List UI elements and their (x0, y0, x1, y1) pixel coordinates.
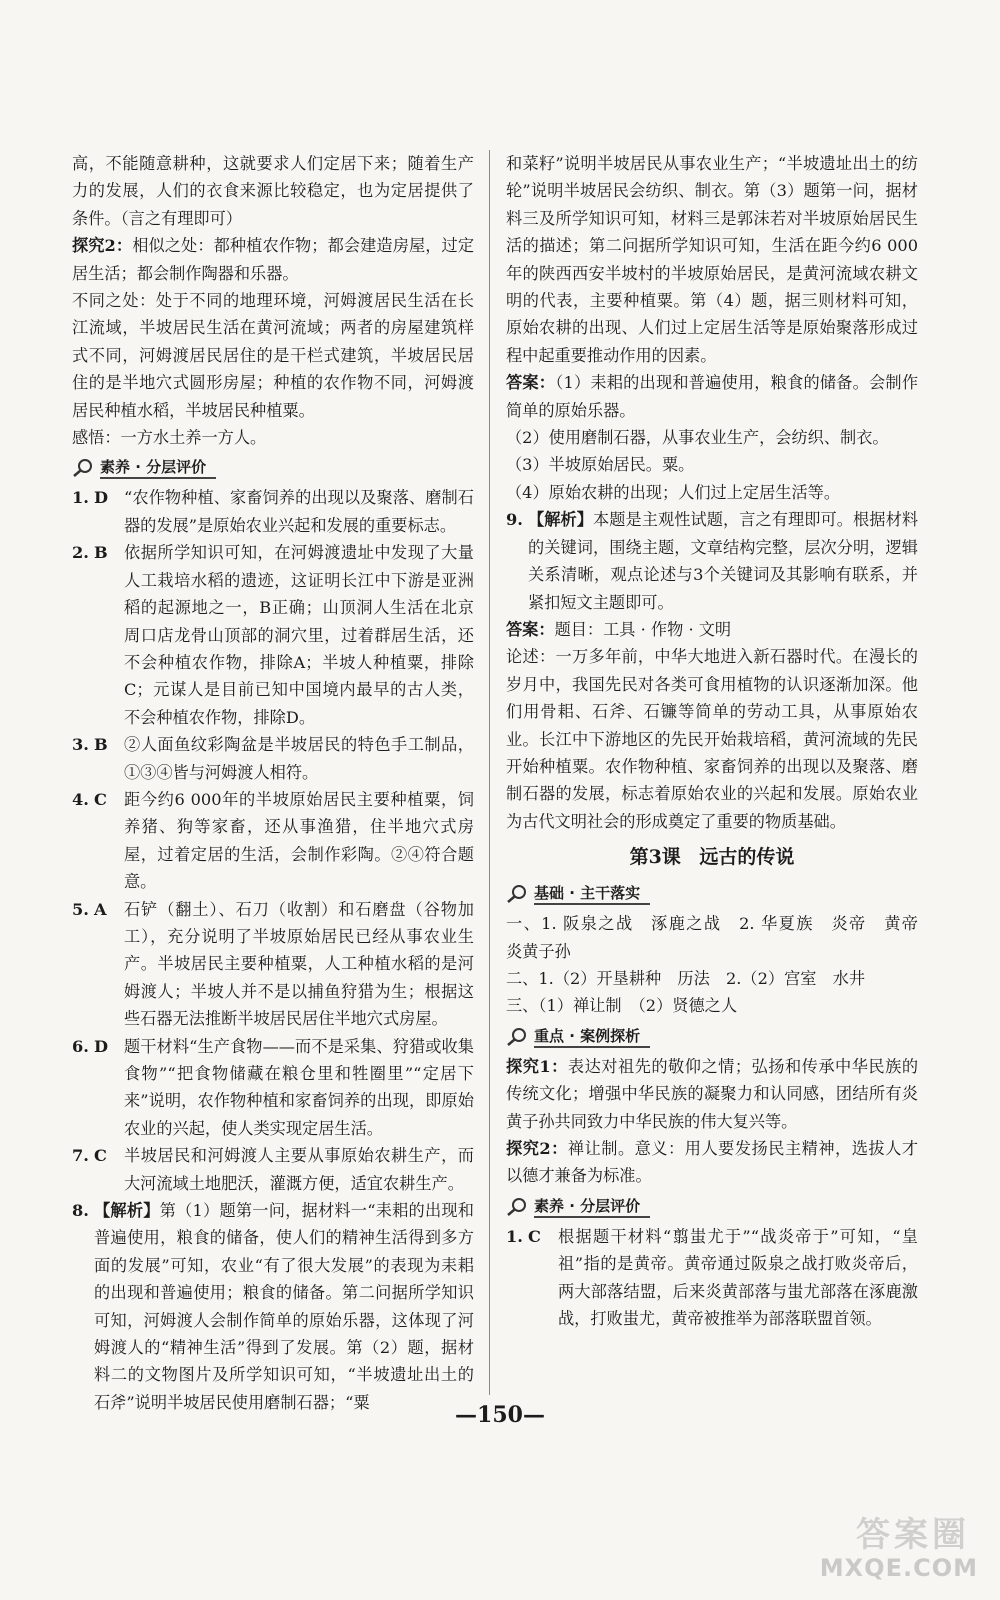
answer-item (72, 539, 474, 731)
answer-item-8 (72, 1197, 474, 1416)
essay-title: 题目：工具 · 作物 · 文明 (554, 619, 732, 639)
answer-label: 答案： (506, 373, 556, 393)
item-number: 5. (72, 899, 89, 919)
item-text: “农作物种植、家畜饲养的出现以及聚落、磨制石器的发展”是原始农业兴起和发展的重要标志。 (124, 488, 474, 535)
item-answer: C (528, 1226, 541, 1246)
item-text (528, 506, 918, 616)
item-text: 半坡居民和河姆渡人主要从事原始农耕生产，而大河流域土地肥沃，灌溉方便，适宜农耕生产。 (124, 1146, 474, 1193)
item-text: 根据题干材料“翦蚩尤于”“战炎帝于”可知，“皇祖”指的是黄帝。黄帝通过阪泉之战打败炎帝后，两大部落结盟，后来炎黄部落与蚩尤部落在涿鹿激战，打败蚩尤，黄帝被推举为部落联盟首领。 (558, 1226, 918, 1329)
page-number: —150— (455, 1402, 545, 1428)
right-column (506, 150, 935, 1332)
item-text: 石铲（翻土）、石刀（收割）和石磨盘（谷物加工），充分说明了半坡原始居民已经从事农业生产。半坡居民主要种植粟，人工种植水稻的是河姆渡人；半坡人并不是以捕鱼狩猎为生；根据这些石器无法推断半坡居民居住半地穴式房屋。 (124, 899, 474, 1029)
analysis-text: 第（1）题第一问，据材料一“耒耜的出现和普遍使用，粮食的储备，使人们的精神生活得到多方面的发展”可知，农业“有了很大发展”的表现为耒耜的出现和普遍使用；粮食的储备。第二问据所学知识可知，河姆渡人会制作简单的原始乐器，这体现了河姆渡人的“精神生活”得到了发展。第（2）题，据材料二的文物图片及所学知识可知，“半坡遗址出土的石斧”说明半坡居民使用磨制石器；“粟 (94, 1201, 474, 1412)
magnifier-icon (506, 884, 530, 904)
answer-item (72, 786, 474, 896)
answer-list (72, 484, 474, 1197)
item-answer: B (94, 735, 108, 755)
item-number: 6. (72, 1036, 89, 1056)
section-title: 素养 · 分层评价 (100, 457, 216, 479)
answer-text: （1）耒耜的出现和普遍使用，粮食的储备。会制作简单的原始乐器。 (506, 373, 919, 420)
answer-item-r1 (506, 1223, 918, 1333)
analysis-label: 【解析】 (528, 510, 594, 530)
magnifier-icon (506, 1197, 530, 1217)
paragraph-continued: 和菜籽”说明半坡居民从事农业生产；“半坡遗址出土的纺轮”说明半坡居民会纺织、制衣。第（3）题第一问，据材料三及所学知识可知，材料三是郭沫若对半坡原始居民生活的描述；第二问据所学知识可知，生活在距今约6 000年的陕西西安半坡村的半坡原始居民，是黄河流域农耕文明的代表，主要种植粟。第（4）题，据三则材料可知，原始农耕的出现、人们过上定居生活等是原始聚落形成过程中起重要推动作用的因素。 (506, 154, 918, 365)
item-number: 9. (506, 510, 523, 530)
answer-8-4: （4）原始农耕的出现；人们过上定居生活等。 (506, 482, 841, 502)
explore-text: 表达对祖先的敬仰之情；弘扬和传承中华民族的传统文化；增强中华民族的凝聚力和认同感，团结所有炎黄子孙共同致力中华民族的伟大复兴等。 (506, 1056, 919, 1131)
item-answer: D (94, 1036, 109, 1056)
left-column (72, 150, 474, 1416)
lesson-heading: 第3课 远古的传说 (629, 846, 795, 869)
item-text: ②人面鱼纹彩陶盆是半坡居民的特色手工制品，①③④皆与河姆渡人相符。 (124, 735, 474, 782)
essay-body: 论述：一万多年前，中华大地进入新石器时代。在漫长的岁月中，我国先民对各类可食用植物的认识逐渐加深。他们用骨耜、石斧、石镰等简单的劳动工具，从事原始农业。长江中下游地区的先民开始栽培稻，黄河流域的先民开始种植粟。农作物种植、家畜饲养的出现以及聚落、磨制石器的发展，标志着原始农业的兴起和发展。原始农业为古代文明社会的形成奠定了重要的物质基础。 (506, 647, 918, 831)
magnifier-icon (506, 1027, 530, 1047)
answer-8-2: （2）使用磨制石器，从事农业生产，会纺织、制衣。 (506, 428, 889, 448)
answer-item (72, 896, 474, 1033)
basic-answer-2: 二、1.（2）开垦耕种 历法 2.（2）宫室 水井 (506, 968, 866, 988)
section-header-evaluation (72, 454, 474, 482)
item-text: 距今约6 000年的半坡原始居民主要种植粟，饲养猪、狗等家畜，还从事渔猎，住半地穴式房屋，过着定居的生活，会制作彩陶。②④符合题意。 (124, 789, 474, 892)
item-number: 1. (506, 1226, 523, 1246)
analysis-label: 【解析】 (94, 1201, 160, 1221)
key-explore-2 (506, 1135, 918, 1190)
answer-8-1 (506, 369, 918, 424)
item-number: 8. (72, 1201, 89, 1221)
item-text: 题干材料“生产食物——而不是采集、狩猎或收集食物”“把食物储藏在粮仓里和牲圈里”“定居下来”说明，农作物种植和家畜饲养的出现，即原始农业的兴起，使人类实现定居生活。 (124, 1036, 474, 1138)
item-number: 2. (72, 543, 89, 563)
key-explore-1 (506, 1053, 918, 1135)
section-header-key (506, 1023, 918, 1051)
basic-answer-3: 三、（1）禅让制 （2）贤德之人 (506, 996, 738, 1016)
section-header-evaluation (506, 1193, 918, 1221)
item-text: 依据所学知识可知，在河姆渡遗址中发现了大量人工栽培水稻的遗迹，这证明长江中下游是亚洲稻的起源地之一，B正确；山顶洞人生活在北京周口店龙骨山顶部的洞穴里，过着群居生活，还不会种植农作物，排除A；半坡人种植粟，排除C；元谋人是目前已知中国境内最早的古人类，不会种植农作物，排除D。 (124, 543, 474, 727)
differences-paragraph: 不同之处：处于不同的地理环境，河姆渡居民生活在长江流域，半坡居民生活在黄河流域；两者的房屋建筑样式不同，河姆渡居民居住的是干栏式建筑，半坡居民居住的是半地穴式圆形房屋；种植的农作物不同，河姆渡居民种植水稻，半坡居民种植粟。 (72, 291, 474, 420)
item-answer: C (94, 1146, 107, 1166)
magnifier-icon (72, 458, 96, 478)
item-answer: C (94, 789, 107, 809)
watermark-text-top: 答案圈 (856, 1515, 970, 1555)
basic-answer-1: 一、1. 阪泉之战 涿鹿之战 2. 华夏族 炎帝 黄帝 炎黄子孙 (506, 914, 935, 961)
answer-8-3: （3）半坡原始居民。粟。 (506, 455, 695, 475)
item-number: 3. (72, 735, 89, 755)
answer-item (72, 1142, 474, 1197)
watermark-text-bottom: MXQE.COM (819, 1554, 978, 1582)
item-number: 4. (72, 789, 89, 809)
item-number: 1. (72, 488, 89, 508)
answer-item (72, 484, 474, 539)
item-answer: D (94, 488, 109, 508)
column-divider (489, 150, 490, 1395)
watermark-logo (808, 1507, 978, 1582)
explore-2-paragraph (72, 232, 474, 287)
paragraph-continued: 高，不能随意耕种，这就要求人们定居下来；随着生产力的发展，人们的衣食来源比较稳定，也为定居提供了条件。（言之有理即可） (72, 154, 474, 228)
explore-label: 探究1： (506, 1056, 568, 1076)
item-number: 7. (72, 1146, 89, 1166)
section-title: 素养 · 分层评价 (534, 1196, 650, 1218)
explore-label: 探究2： (506, 1139, 568, 1158)
answer-item (72, 1033, 474, 1143)
item-answer: B (94, 543, 108, 563)
item-answer: A (94, 899, 107, 919)
answer-item-9 (506, 506, 918, 616)
explore-text: 禅让制。意义：用人要发扬民主精神，选拔人才以德才兼备为标准。 (506, 1139, 919, 1186)
explore-label: 探究2： (72, 236, 133, 256)
section-title: 重点 · 案例探析 (534, 1026, 650, 1048)
analysis-text: 本题是主观性试题，言之有理即可。根据材料的关键词，围绕主题，文章结构完整，层次分明，逻辑关系清晰，观点论述与3个关键词及其影响有联系，并紧扣短文主题即可。 (528, 510, 919, 612)
insight-paragraph: 感悟：一方水土养一方人。 (72, 428, 267, 448)
explore-text: 相似之处：都种植农作物；都会建造房屋，过定居生活；都会制作陶器和乐器。 (72, 236, 475, 283)
answer-9-title (506, 616, 918, 643)
answer-item (72, 731, 474, 786)
item-text (94, 1197, 474, 1416)
section-title: 基础 · 主干落实 (534, 883, 650, 905)
section-header-basic (506, 880, 918, 908)
answer-label: 答案： (506, 619, 555, 639)
